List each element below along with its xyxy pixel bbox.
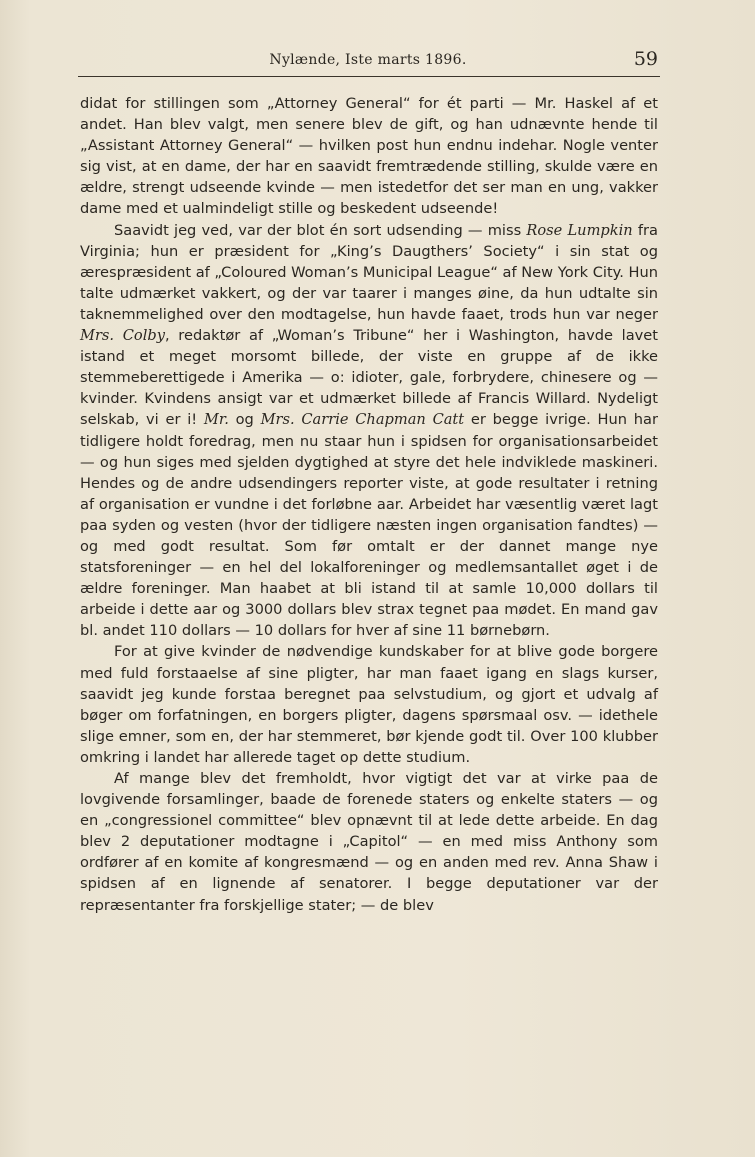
- text-run: fra Virginia; hun er præsident for „King’s Daugthers’ Society“ i sin stat og ærespræsident af „Coloured Woman’s Municipal League“ af New York City. Hun talte udmærket vakkert, og der var taarer i manges øine, da hun udtalte sin taknemmelighed over den modtagelse, hun havde faaet, trods hun var neger: [80, 221, 658, 323]
- text-run: Saavidt jeg ved, var der blot én sort udsending — miss: [114, 221, 527, 239]
- paragraph: [80, 768, 658, 916]
- text-run: Af mange blev det fremholdt, hvor vigtigt det var at virke paa de lovgivende forsamlinger, baade de forenede staters og enkelte staters — og en „congressionel committee“ blev opnævnt til at lede dette arbeide. En dag blev 2 deputationer modtagne i „Capitol“ — en med miss Anthony som ordfører af en komite af kongresmænd — og en anden med rev. Anna Shaw i spidsen af en lignende af senatorer. I begge deputationer var der repræsentanter fra forskjellige stater; — de blev: [80, 770, 658, 914]
- italic-name: Mrs. Colby: [80, 327, 165, 345]
- text-run: , redaktør af „Woman’s Tribune“ her i Washington, havde lavet istand et meget morsomt billede, der viste en gruppe af de ikke stemmeberettigede i Amerika — o: idioter, gale, forbrydere, chinesere og — kvinder. Kvindens ansigt var et udmærket billede af Francis Willard. Nydeligt selskab, vi er i!: [80, 327, 658, 429]
- italic-name: Mrs. Carrie Chapman Catt: [260, 411, 465, 429]
- text-run: For at give kvinder de nødvendige kundskaber for at blive gode borgere med fuld forstaaelse af sine pligter, har man faaet igang en slags kurser, saavidt jeg kunde forstaa beregnet paa selvstudium, og gjort et udvalg af bøger om forfatningen, en borgers pligter, dagens spørsmaal osv. — idethele slige emner, som en, der har stemmeret, bør kjende godt til. Over 100 klubber omkring i landet har allerede taget op dette studium.: [80, 643, 658, 766]
- page-number: 59: [633, 48, 658, 70]
- paragraph: [80, 641, 658, 768]
- running-head: Nylænde, Iste marts 1896.: [269, 52, 467, 68]
- page-header: [78, 48, 658, 76]
- text-run: didat for stillingen som „Attorney General“ for ét parti — Mr. Haskel af et andet. Han blev valgt, men senere blev de gift, og han udnævnte hende til „Assistant Attorney General“ — hvilken post hun endnu indehar. Nogle venter sig vist, at en dame, der har en saavidt fremtrædende stilling, skulde være en ældre, strengt udseende kvinde — men istedetfor det ser man en ung, vakker dame med et ualmindeligt stille og beskedent udseende!: [80, 95, 658, 218]
- paragraph: [80, 220, 658, 642]
- italic-name: Mr.: [203, 411, 229, 429]
- italic-name: Rose Lumpkin: [526, 221, 633, 239]
- body-text: [80, 93, 658, 916]
- text-run: er begge ivrige. Hun har tidligere holdt foredrag, men nu staar hun i spidsen for organisationsarbeidet — og hun siges med sjelden dygtighed at styre det hele indviklede maskineri. Hendes og de andre udsendingers reporter viste, at gode resultater i retning af organisation er vundne i det forløbne aar. Arbeidet har væsentlig været lagt paa syden og vesten (hvor der tidligere næsten ingen organisation fandtes) — og med godt resultat. Som før omtalt er der dannet mange nye statsforeninger — en hel del lokalforeninger og medlemsantallet øget i de ældre foreninger. Man haabet at bli istand til at samle 10,000 dollars til arbeide i dette aar og 3000 dollars blev strax tegnet paa mødet. En mand gav bl. andet 110 dollars — 10 dollars for hver af sine 11 børnebørn.: [80, 411, 658, 640]
- text-run: og: [228, 411, 261, 429]
- header-rule: [78, 76, 660, 77]
- paragraph: [80, 93, 658, 220]
